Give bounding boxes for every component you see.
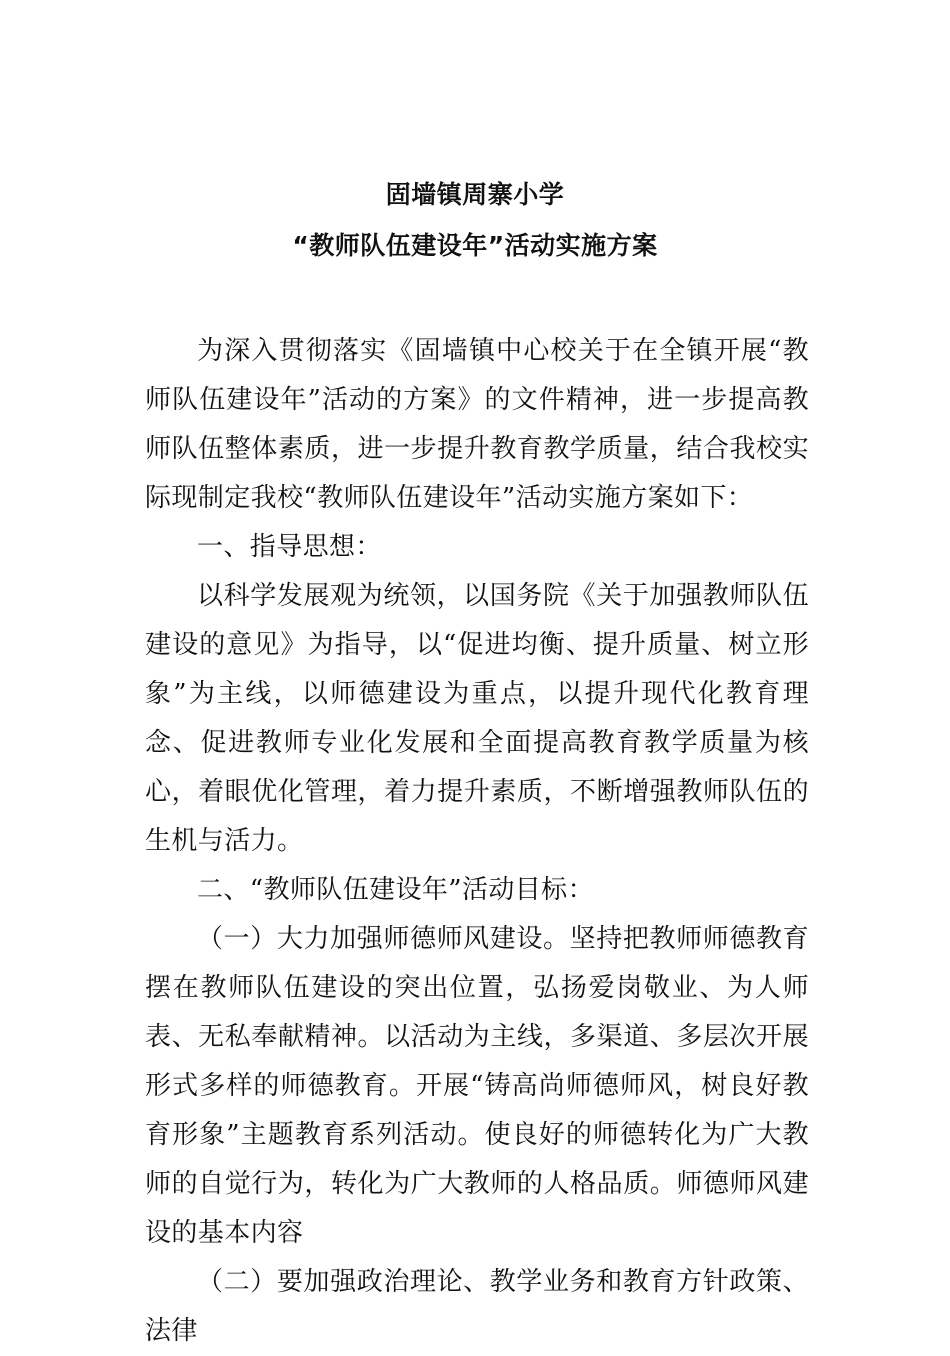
section-heading-activity-goals: 二、“教师队伍建设年”活动目标： [197, 875, 594, 905]
paragraph-intro: 为深入贯彻落实《固墙镇中心校关于在全镇开展“教师队伍建设年”活动的方案》的文件精神，进一步提高教师队伍整体素质，进一步提升教育教学质量，结合我校实际现制定我校“教师队伍建设年”活动实施方案如下： [145, 336, 809, 513]
paragraph-goal-2: （二）要加强政治理论、教学业务和教育方针政策、法律 [145, 1267, 809, 1346]
paragraph-goal-1: （一）大力加强师德师风建设。坚持把教师师德教育摆在教师队伍建设的突出位置，弘扬爱岗敬业、为人师表、无私奉献精神。以活动为主线，多渠道、多层次开展形式多样的师德教育。开展“铸高尚师德师风，树良好教育形象”主题教育系列活动。使良好的师德转化为广大教师的自觉行为，转化为广大教师的人格品质。师德师风建设的基本内容 [145, 924, 809, 1248]
title-school-name: 固墙镇周寨小学 [385, 180, 565, 209]
document-body [145, 327, 809, 1356]
title-plan-name: “教师队伍建设年”活动实施方案 [292, 231, 658, 260]
section-heading-guiding-ideology: 一、指导思想： [197, 532, 382, 562]
document-title [0, 180, 950, 261]
paragraph-guiding-ideology: 以科学发展观为统领，以国务院《关于加强教师队伍建设的意见》为指导，以“促进均衡、提升质量、树立形象”为主线，以师德建设为重点，以提升现代化教育理念、促进教师专业化发展和全面提高教育教学质量为核心，着眼优化管理，着力提升素质，不断增强教师队伍的生机与活力。 [145, 581, 809, 856]
